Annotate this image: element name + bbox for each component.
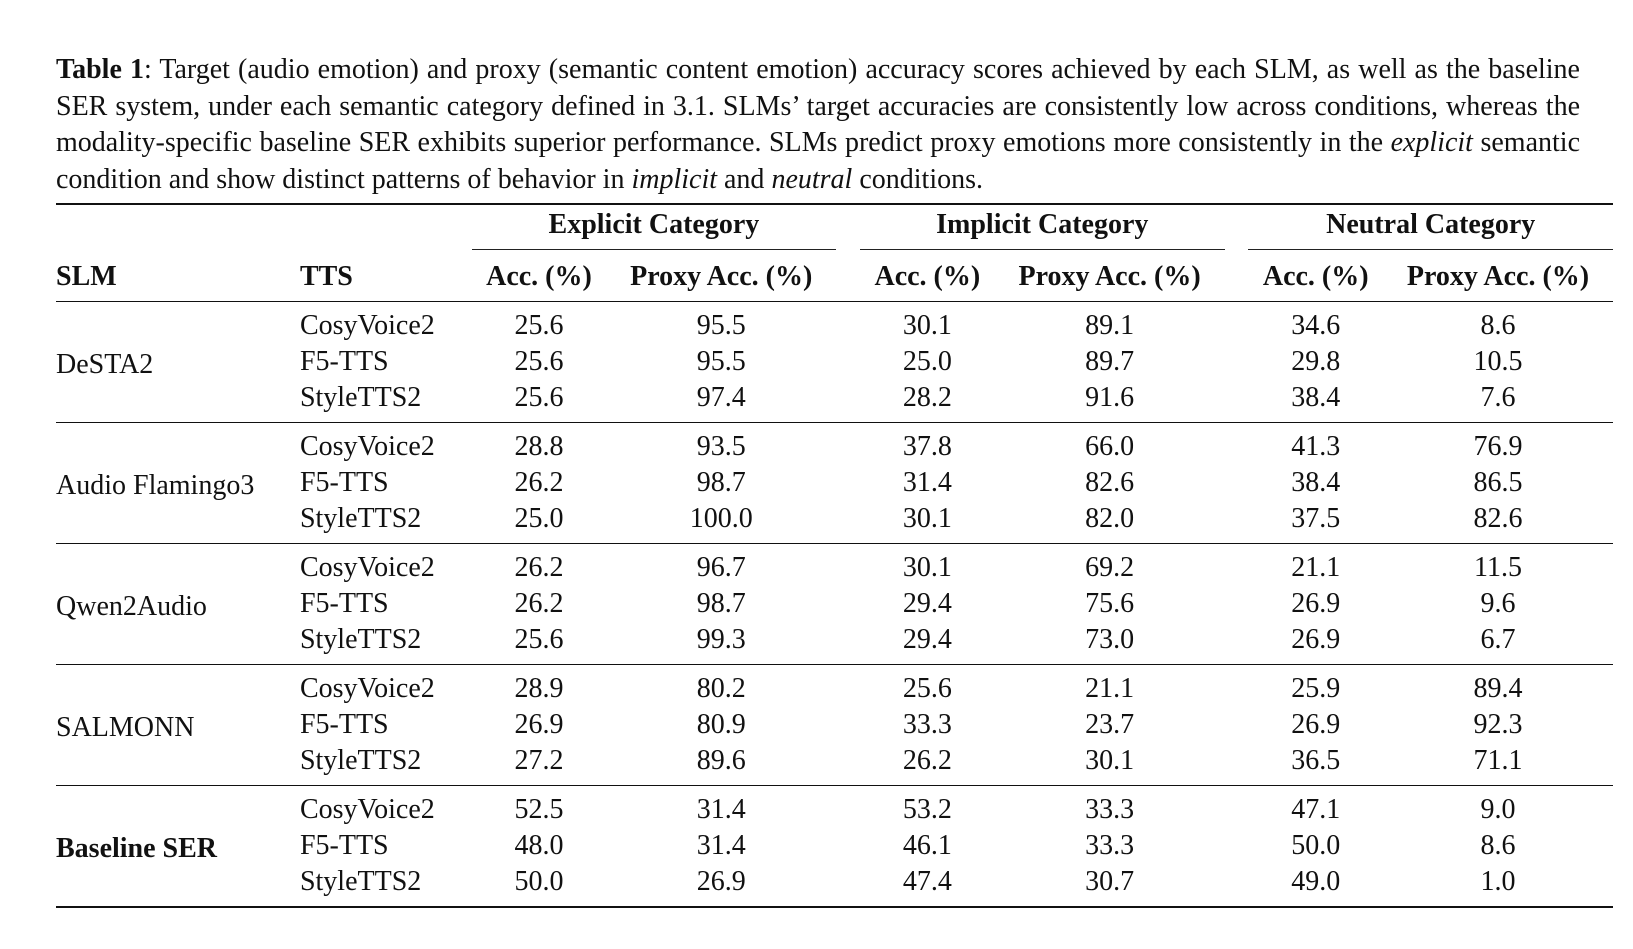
value-cell-imp-proxy: 91.6 <box>995 380 1225 423</box>
value-cell-neu-acc: 41.3 <box>1291 431 1341 462</box>
column-gap <box>1225 380 1249 423</box>
value-cell-imp-acc: 30.1 <box>902 552 952 583</box>
column-gap <box>836 665 860 708</box>
tts-name-cell: StyleTTS2 <box>300 743 472 786</box>
value-cell-neu-proxy: 9.6 <box>1480 588 1516 619</box>
value-cell-exp-acc: 26.2 <box>514 588 564 619</box>
tts-name-cell: StyleTTS2 <box>300 864 472 907</box>
tts-name-cell: CosyVoice2 <box>299 794 435 825</box>
tts-name-cell: CosyVoice2 <box>299 552 435 583</box>
group-header-explicit: Explicit Category <box>472 204 837 253</box>
value-cell-imp-proxy: 21.1 <box>1085 673 1135 704</box>
value-cell-neu-acc: 38.4 <box>1248 380 1383 423</box>
value-cell-exp-acc: 25.6 <box>472 380 607 423</box>
value-cell-imp-acc: 31.4 <box>902 467 952 498</box>
caption-text-4: conditions. <box>852 163 983 195</box>
value-cell-neu-acc: 36.5 <box>1248 743 1383 786</box>
col-header-neutral-proxy: Proxy Acc. (%) <box>1383 253 1613 302</box>
column-gap <box>1225 864 1249 907</box>
caption-text-2: semantic condition and show distinct patterns of behavior in <box>56 127 1580 195</box>
model-group <box>56 786 1613 908</box>
value-cell-imp-acc: 29.4 <box>902 588 952 619</box>
value-cell-exp-acc: 25.6 <box>514 346 564 377</box>
value-cell-neu-acc: 50.0 <box>1291 830 1341 861</box>
model-group <box>56 544 1613 665</box>
value-cell-exp-acc: 25.6 <box>514 310 564 341</box>
value-cell-neu-proxy: 92.3 <box>1473 709 1523 740</box>
value-cell-neu-proxy: 7.6 <box>1383 380 1613 423</box>
value-cell-imp-acc: 53.2 <box>902 794 952 825</box>
value-cell-exp-proxy: 98.7 <box>696 467 746 498</box>
column-gap <box>1225 586 1249 622</box>
value-cell-neu-proxy: 71.1 <box>1383 743 1613 786</box>
value-cell-neu-acc: 47.1 <box>1291 794 1341 825</box>
value-cell-imp-acc: 26.2 <box>860 743 995 786</box>
value-cell-imp-proxy: 33.3 <box>1085 794 1135 825</box>
column-gap <box>836 302 860 345</box>
value-cell-exp-proxy: 96.7 <box>696 552 746 583</box>
col-header-neutral-acc: Acc. (%) <box>1248 253 1383 302</box>
header-spacer <box>300 204 472 253</box>
value-cell-exp-acc: 27.2 <box>472 743 607 786</box>
value-cell-neu-proxy: 11.5 <box>1474 552 1522 583</box>
column-header-row <box>56 253 1613 302</box>
value-cell-exp-acc: 26.2 <box>514 552 564 583</box>
value-cell-imp-proxy: 73.0 <box>995 622 1225 665</box>
column-gap <box>1225 828 1249 864</box>
value-cell-exp-proxy: 99.3 <box>606 622 836 665</box>
value-cell-exp-proxy: 95.5 <box>696 346 746 377</box>
tts-name-cell: StyleTTS2 <box>300 501 472 544</box>
tts-name-cell: F5-TTS <box>299 830 389 861</box>
column-gap <box>836 786 860 829</box>
value-cell-imp-acc: 33.3 <box>902 709 952 740</box>
table-row <box>56 665 1613 708</box>
column-gap <box>1225 743 1249 786</box>
value-cell-imp-acc: 30.1 <box>902 310 952 341</box>
value-cell-neu-acc: 37.5 <box>1248 501 1383 544</box>
col-header-explicit-proxy: Proxy Acc. (%) <box>606 253 836 302</box>
column-gap <box>1225 344 1249 380</box>
value-cell-exp-proxy: 80.2 <box>696 673 746 704</box>
value-cell-imp-acc: 29.4 <box>860 622 995 665</box>
col-header-slm: SLM <box>56 253 300 302</box>
results-table <box>56 203 1613 908</box>
column-gap <box>1225 622 1249 665</box>
caption-text-3: and <box>717 163 772 195</box>
value-cell-imp-acc: 37.8 <box>902 431 952 462</box>
caption-label: Table 1 <box>56 54 144 85</box>
column-gap <box>1225 544 1249 587</box>
column-gap <box>1225 665 1249 708</box>
value-cell-neu-proxy: 6.7 <box>1383 622 1613 665</box>
value-cell-exp-acc: 26.2 <box>514 467 564 498</box>
caption-text-1: : Target (audio emotion) and proxy (semantic content emotion) accuracy scores achieved by each SLM, as well as the baseline SER system, under each semantic category defined in 3.1. SLMs’ target accuracies are consistently low across conditions, whereas the modality-specific baseline SER exhibits superior performance. SLMs predict proxy emotions more consistently in the <box>56 54 1580 158</box>
value-cell-neu-proxy: 76.9 <box>1473 431 1523 462</box>
value-cell-neu-proxy: 8.6 <box>1480 830 1516 861</box>
value-cell-neu-acc: 34.6 <box>1291 310 1341 341</box>
value-cell-neu-acc: 21.1 <box>1291 552 1341 583</box>
column-gap <box>1225 707 1249 743</box>
tts-name-cell: F5-TTS <box>299 346 389 377</box>
header-spacer <box>56 204 300 253</box>
value-cell-imp-proxy: 82.0 <box>995 501 1225 544</box>
slm-name-cell: Qwen2Audio <box>56 544 300 665</box>
value-cell-neu-proxy: 1.0 <box>1383 864 1613 907</box>
model-group <box>56 423 1613 544</box>
value-cell-imp-proxy: 66.0 <box>1085 431 1135 462</box>
group-header-row <box>56 204 1613 253</box>
column-gap <box>1225 423 1249 466</box>
col-header-tts: TTS <box>300 253 472 302</box>
slm-name-cell: DeSTA2 <box>56 302 300 423</box>
value-cell-imp-acc: 25.0 <box>902 346 952 377</box>
model-group <box>56 302 1613 423</box>
value-cell-exp-proxy: 31.4 <box>696 830 746 861</box>
slm-name-cell: Audio Flamingo3 <box>56 423 300 544</box>
value-cell-neu-acc: 26.9 <box>1291 588 1341 619</box>
table-row <box>56 786 1613 829</box>
value-cell-exp-acc: 28.9 <box>514 673 564 704</box>
value-cell-imp-proxy: 30.7 <box>995 864 1225 907</box>
value-cell-exp-acc: 26.9 <box>514 709 564 740</box>
value-cell-imp-acc: 46.1 <box>902 830 952 861</box>
value-cell-exp-proxy: 31.4 <box>696 794 746 825</box>
col-header-implicit-proxy: Proxy Acc. (%) <box>995 253 1225 302</box>
group-header-implicit: Implicit Category <box>860 204 1225 253</box>
column-gap <box>836 344 860 380</box>
slm-name-cell: SALMONN <box>56 665 300 786</box>
value-cell-exp-acc: 50.0 <box>472 864 607 907</box>
value-cell-neu-acc: 26.9 <box>1248 622 1383 665</box>
column-gap <box>836 622 860 665</box>
table-row <box>56 423 1613 466</box>
value-cell-neu-proxy: 89.4 <box>1473 673 1523 704</box>
column-gap <box>1225 302 1249 345</box>
column-gap <box>836 743 860 786</box>
value-cell-imp-acc: 30.1 <box>860 501 995 544</box>
value-cell-exp-acc: 48.0 <box>514 830 564 861</box>
column-gap <box>836 864 860 907</box>
value-cell-exp-acc: 28.8 <box>514 431 564 462</box>
value-cell-imp-proxy: 89.1 <box>1085 310 1135 341</box>
tts-name-cell: StyleTTS2 <box>300 622 472 665</box>
header-gap <box>836 253 860 302</box>
col-header-implicit-acc: Acc. (%) <box>860 253 995 302</box>
tts-name-cell: StyleTTS2 <box>300 380 472 423</box>
value-cell-exp-proxy: 97.4 <box>606 380 836 423</box>
value-cell-neu-proxy: 86.5 <box>1473 467 1523 498</box>
caption-em-implicit: implicit <box>631 163 717 195</box>
value-cell-exp-proxy: 98.7 <box>696 588 746 619</box>
tts-name-cell: CosyVoice2 <box>299 431 435 462</box>
caption-em-explicit: explicit <box>1390 127 1473 158</box>
value-cell-imp-acc: 25.6 <box>902 673 952 704</box>
column-gap <box>836 423 860 466</box>
value-cell-neu-proxy: 82.6 <box>1383 501 1613 544</box>
value-cell-exp-proxy: 100.0 <box>606 501 836 544</box>
column-gap <box>836 828 860 864</box>
col-header-explicit-acc: Acc. (%) <box>472 253 607 302</box>
value-cell-exp-proxy: 93.5 <box>696 431 746 462</box>
column-gap <box>1225 501 1249 544</box>
column-gap <box>836 586 860 622</box>
value-cell-exp-proxy: 26.9 <box>606 864 836 907</box>
tts-name-cell: F5-TTS <box>299 467 389 498</box>
value-cell-exp-acc: 52.5 <box>514 794 564 825</box>
value-cell-neu-acc: 26.9 <box>1291 709 1341 740</box>
tts-name-cell: F5-TTS <box>299 588 389 619</box>
group-header-neutral: Neutral Category <box>1248 204 1613 253</box>
value-cell-neu-acc: 38.4 <box>1291 467 1341 498</box>
column-gap <box>836 501 860 544</box>
value-cell-exp-acc: 25.0 <box>472 501 607 544</box>
value-cell-exp-proxy: 80.9 <box>696 709 746 740</box>
column-gap <box>836 707 860 743</box>
value-cell-exp-acc: 25.6 <box>472 622 607 665</box>
value-cell-imp-acc: 28.2 <box>860 380 995 423</box>
value-cell-imp-acc: 47.4 <box>860 864 995 907</box>
value-cell-neu-proxy: 10.5 <box>1473 346 1523 377</box>
value-cell-neu-proxy: 9.0 <box>1480 794 1516 825</box>
value-cell-imp-proxy: 89.7 <box>1085 346 1135 377</box>
tts-name-cell: CosyVoice2 <box>299 673 435 704</box>
value-cell-imp-proxy: 33.3 <box>1085 830 1135 861</box>
tts-name-cell: CosyVoice2 <box>299 310 435 341</box>
value-cell-imp-proxy: 82.6 <box>1085 467 1135 498</box>
value-cell-imp-proxy: 69.2 <box>1085 552 1135 583</box>
header-gap <box>1225 204 1249 253</box>
table-caption <box>56 52 1580 198</box>
value-cell-imp-proxy: 23.7 <box>1085 709 1135 740</box>
value-cell-neu-proxy: 8.6 <box>1480 310 1516 341</box>
slm-name-cell: Baseline SER <box>56 786 300 908</box>
tts-name-cell: F5-TTS <box>299 709 389 740</box>
table-row <box>56 302 1613 345</box>
value-cell-exp-proxy: 89.6 <box>606 743 836 786</box>
value-cell-neu-acc: 29.8 <box>1291 346 1341 377</box>
table-row <box>56 544 1613 587</box>
caption-em-neutral: neutral <box>771 163 853 195</box>
header-gap <box>1225 253 1249 302</box>
model-group <box>56 665 1613 786</box>
value-cell-neu-acc: 49.0 <box>1248 864 1383 907</box>
column-gap <box>836 465 860 501</box>
column-gap <box>836 544 860 587</box>
value-cell-imp-proxy: 30.1 <box>995 743 1225 786</box>
value-cell-neu-acc: 25.9 <box>1291 673 1341 704</box>
column-gap <box>1225 465 1249 501</box>
column-gap <box>1225 786 1249 829</box>
column-gap <box>836 380 860 423</box>
value-cell-exp-proxy: 95.5 <box>696 310 746 341</box>
header-gap <box>836 204 860 253</box>
value-cell-imp-proxy: 75.6 <box>1085 588 1135 619</box>
